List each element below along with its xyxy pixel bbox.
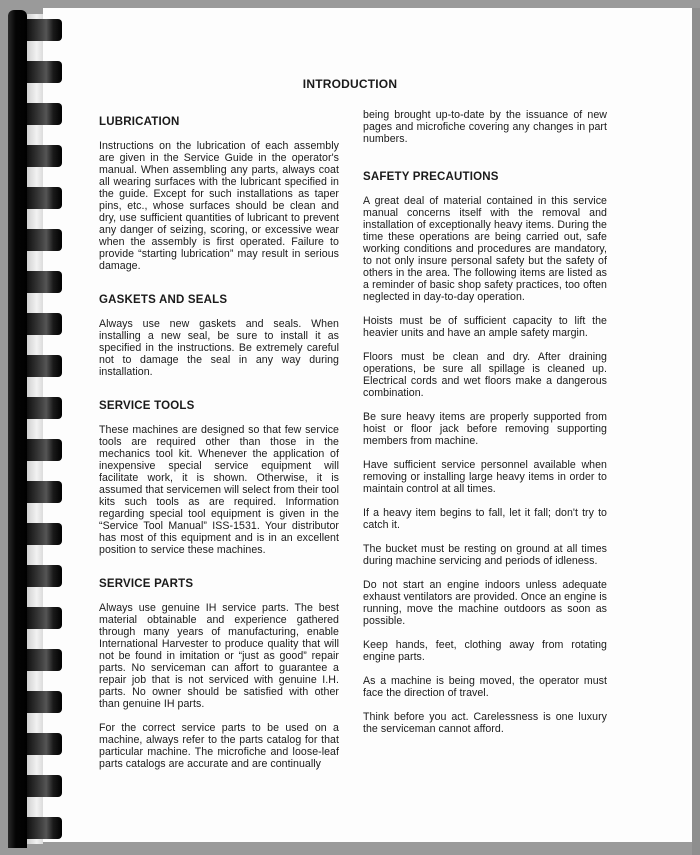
binding-tab [27, 775, 62, 797]
section-heading: SERVICE TOOLS [99, 400, 195, 412]
paragraph: Do not start an engine indoors unless adequate exhaust ventilators are provided. Once an engine is running, move the machine outdoors as soon as possible. [363, 579, 607, 627]
section-heading-safety-precautions: SAFETY PRECAUTIONS [363, 171, 499, 183]
binding-spine [8, 10, 27, 848]
section-service-tools [99, 400, 339, 556]
section-heading: SERVICE PARTS [99, 578, 194, 590]
binding-tab [27, 607, 62, 629]
paragraph: These machines are designed so that few service tools are required other than those in the mechanics tool kit. Whenever the application of inexpensive special service equipment will facilitate work, it is shown. Otherwise, it is assumed that servicemen will select from their tool kits such tools as are required. Information regarding special tool equipment is given in the “Service Tool Manual” ISS-1531. Your distributor has most of this equipment and is in an excellent position to service these machines. [99, 424, 339, 556]
binding-tab [27, 145, 62, 167]
paragraph: For the correct service parts to be used on a machine, always refer to the parts catalog for that particular machine. The microfiche and loose-leaf parts catalogs are accurate and are continually [99, 722, 339, 770]
binding-tab [27, 817, 62, 839]
page-shadow [692, 8, 700, 855]
binding-tab [27, 271, 62, 293]
paragraph: A great deal of material contained in this service manual concerns itself with the removal and installation of exceptionally heavy items. During the time these operations are being carried out, safe working conditions and procedures are mandatory, to not only insure personal safety but the safety of others in the area. The following items are listed as a reminder of basic shop safety practices, too often neglected in day-to-day operation. [363, 195, 607, 303]
binding-tab [27, 397, 62, 419]
binding-tab [27, 313, 62, 335]
binding-tab [27, 229, 62, 251]
section-gaskets-and-seals [99, 294, 339, 378]
paragraph: Have sufficient service personnel available when removing or installing large heavy items in order to maintain control at all times. [363, 459, 607, 495]
continuation-paragraph: being brought up-to-date by the issuance of new pages and microfiche covering any changes in part numbers. [363, 109, 607, 145]
binding-tab [27, 733, 62, 755]
binding-tab [27, 103, 62, 125]
section-lubrication [99, 116, 339, 272]
section-service-parts [99, 578, 339, 770]
comb-binding [0, 0, 70, 855]
page-title: INTRODUCTION [302, 77, 398, 91]
binding-tab [27, 691, 62, 713]
paragraph: Keep hands, feet, clothing away from rotating engine parts. [363, 639, 607, 663]
paragraph: If a heavy item begins to fall, let it fall; don't try to catch it. [363, 507, 607, 531]
left-column [99, 116, 339, 792]
binding-tab [27, 565, 62, 587]
paragraph: Think before you act. Carelessness is one luxury the serviceman cannot afford. [363, 711, 607, 735]
binding-tab [27, 523, 62, 545]
section-heading: GASKETS AND SEALS [99, 294, 228, 306]
section-heading: LUBRICATION [99, 116, 180, 128]
paragraph: Be sure heavy items are properly supported from hoist or floor jack before removing supporting members from machine. [363, 411, 607, 447]
paragraph: Instructions on the lubrication of each assembly are given in the Service Guide in the operator's manual. When assembling any parts, always coat all wearing surfaces with the lubricant specified in the guide. Except for such installations as taper pins, etc., whose surfaces should be clean and dry, use sufficient quantities of lubricant to prevent any danger of seizing, scoring, or excessive wear when the assembly is first operated. Failure to provide “starting lubrication” may result in serious damage. [99, 140, 339, 272]
paragraph: Floors must be clean and dry. After draining operations, be sure all spillage is cleaned up. Electrical cords and wet floors make a dangerous combination. [363, 351, 607, 399]
binding-strip [27, 14, 43, 844]
binding-tab [27, 19, 62, 41]
binding-tab [27, 481, 62, 503]
binding-tab [27, 187, 62, 209]
right-column [363, 109, 607, 747]
paragraph: Hoists must be of sufficient capacity to lift the heavier units and have an ample safety margin. [363, 315, 607, 339]
paragraph: The bucket must be resting on ground at all times during machine servicing and periods of idleness. [363, 543, 607, 567]
binding-tab [27, 355, 62, 377]
paragraph: As a machine is being moved, the operator must face the direction of travel. [363, 675, 607, 699]
paragraph: Always use genuine IH service parts. The best material obtainable and experience gathered through many years of manufacturing, enable International Harvester to produce quality that will not be found in imitation or “just as good” repair parts. No serviceman can affort to guarantee a repair job that is not serviced with genuine I.H. parts. No owner should be satisfied with other than genuine IH parts. [99, 602, 339, 710]
binding-tab [27, 649, 62, 671]
binding-tab [27, 439, 62, 461]
paragraph: Always use new gaskets and seals. When installing a new seal, be sure to install it as specified in the instructions. Be extremely careful not to damage the seal in any way during installation. [99, 318, 339, 378]
